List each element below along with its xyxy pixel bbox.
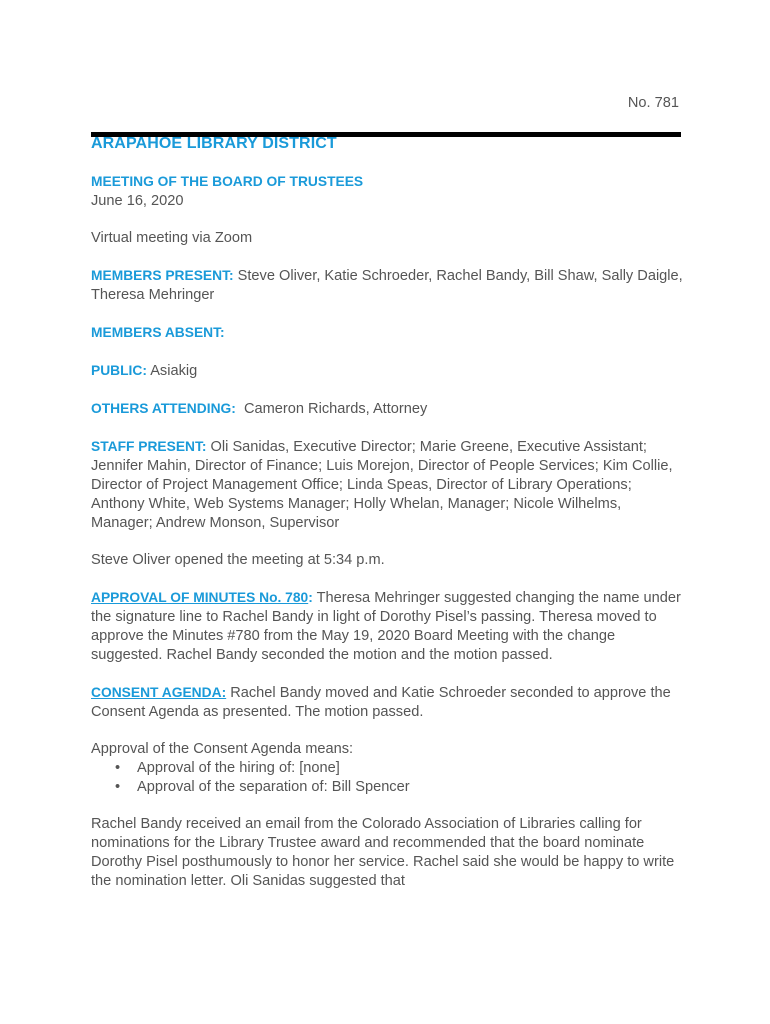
consent-agenda-text: Rachel Bandy moved and Katie Schroeder seconded to approve the Consent Agenda as presented. The motion passed. — [91, 685, 671, 720]
approval-minutes-link[interactable]: APPROVAL OF MINUTES No. 780 — [91, 590, 309, 605]
members-present-text: Steve Oliver, Katie Schroeder, Rachel Bandy, Bill Shaw, Sally Daigle, Theresa Mehringer — [91, 268, 683, 303]
staff-present-text: Oli Sanidas, Executive Director; Marie Greene, Executive Assistant; Jennifer Mahin, Director of Finance; Luis Morejon, Director of People Services; Kim Collie, Director of Project Management Office; Linda Speas, Director of Library Operations; Anthony White, Web Systems Manager; Holly Whelan, Manager; Nicole Wilhelms, Manager; Andrew Monson, Supervisor — [91, 439, 673, 531]
consent-means-intro: Approval of the Consent Agenda means: — [91, 741, 354, 757]
minutes-body — [91, 172, 683, 909]
members-absent-section — [91, 323, 683, 343]
staff-present-section — [91, 437, 683, 533]
members-present-section — [91, 266, 683, 305]
members-present-label: MEMBERS PRESENT: — [91, 268, 234, 283]
others-attending-section — [91, 399, 683, 419]
consent-agenda-section — [91, 683, 683, 722]
consent-means-list — [91, 759, 683, 797]
approval-minutes-section — [91, 588, 683, 665]
meeting-opened: Steve Oliver opened the meeting at 5:34 p.m. — [91, 552, 385, 568]
staff-present-label: STAFF PRESENT: — [91, 439, 207, 454]
list-item: • Approval of the separation of: Bill Spencer — [137, 778, 683, 797]
public-section — [91, 361, 683, 381]
award-paragraph: Rachel Bandy received an email from the Colorado Association of Libraries calling for nominations for the Library Trustee award and recommended that the board nominate Dorothy Pisel posthumously to honor her service. Rachel said she would be happy to write the nomination letter. Oli Sanidas suggested that — [91, 816, 675, 889]
meeting-title-block — [91, 172, 683, 211]
approval-minutes-colon: : — [308, 590, 313, 605]
consent-agenda-link[interactable]: CONSENT AGENDA: — [91, 685, 227, 700]
list-item: • Approval of the hiring of: [none] — [137, 759, 683, 778]
public-label: PUBLIC: — [91, 363, 147, 378]
document-number: No. 781 — [627, 95, 679, 111]
meeting-title: MEETING OF THE BOARD OF TRUSTEES — [91, 174, 364, 189]
approval-minutes-text: Theresa Mehringer suggested changing the name under the signature line to Rachel Bandy in light of Dorothy Pisel’s passing. Theresa moved to approve the Minutes #780 from the May 19, 2020 Board Meeting with the change suggested. Rachel Bandy seconded the motion and the motion passed. — [91, 590, 681, 663]
meeting-location: Virtual meeting via Zoom — [91, 230, 253, 246]
meeting-date: June 16, 2020 — [91, 193, 184, 209]
others-attending-text: Cameron Richards, Attorney — [235, 401, 428, 417]
public-text: Asiakig — [146, 363, 198, 379]
others-attending-label: OTHERS ATTENDING: — [91, 401, 236, 416]
organization-name: ARAPAHOE LIBRARY DISTRICT — [91, 135, 337, 152]
members-absent-label: MEMBERS ABSENT: — [91, 325, 225, 340]
